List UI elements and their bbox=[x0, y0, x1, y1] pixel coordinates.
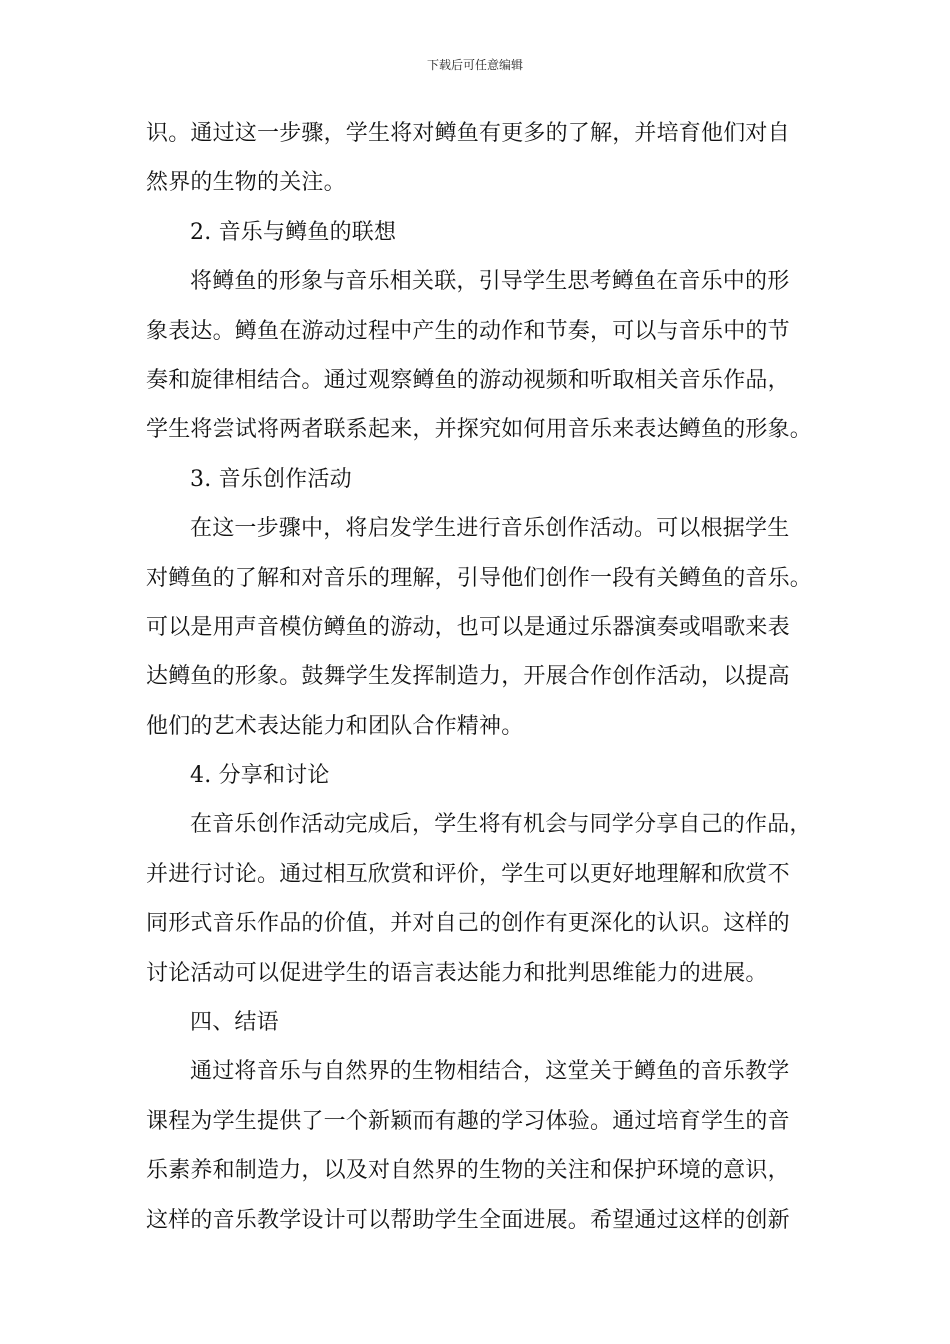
section-heading: 3. 音乐创作活动 bbox=[190, 466, 352, 492]
text-line: 讨论活动可以促进学生的语言表达能力和批判思维能力的进展。 bbox=[146, 960, 768, 986]
text-line: 课程为学生提供了一个新颖而有趣的学习体验。通过培育学生的音 bbox=[146, 1108, 790, 1134]
text-line: 象表达。鳟鱼在游动过程中产生的动作和节奏，可以与音乐中的节 bbox=[146, 318, 790, 344]
text-line: 在这一步骤中，将启发学生进行音乐创作活动。可以根据学生 bbox=[190, 516, 790, 542]
text-line: 对鳟鱼的了解和对音乐的理解，引导他们创作一段有关鳟鱼的音乐。 bbox=[146, 565, 813, 591]
text-line: 并进行讨论。通过相互欣赏和评价，学生可以更好地理解和欣赏不 bbox=[146, 861, 790, 887]
section-heading: 四、结语 bbox=[190, 1010, 279, 1036]
text-line: 识。通过这一步骤，学生将对鳟鱼有更多的了解，并培育他们对自 bbox=[146, 121, 790, 146]
text-line: 同形式音乐作品的价值，并对自己的创作有更深化的认识。这样的 bbox=[146, 911, 790, 937]
text-line: 乐素养和制造力，以及对自然界的生物的关注和保护环境的意识， bbox=[146, 1158, 790, 1184]
text-line: 然界的生物的关注。 bbox=[146, 170, 346, 196]
text-line: 可以是用声音模仿鳟鱼的游动，也可以是通过乐器演奏或唱歌来表 bbox=[146, 614, 790, 640]
text-line: 将鳟鱼的形象与音乐相关联，引导学生思考鳟鱼在音乐中的形 bbox=[190, 269, 790, 295]
text-line: 学生将尝试将两者联系起来，并探究如何用音乐来表达鳟鱼的形象。 bbox=[146, 417, 813, 443]
section-heading: 4. 分享和讨论 bbox=[190, 763, 330, 789]
text-line: 通过将音乐与自然界的生物相结合，这堂关于鳟鱼的音乐教学 bbox=[190, 1059, 790, 1085]
text-line: 他们的艺术表达能力和团队合作精神。 bbox=[146, 713, 524, 739]
text-line: 达鳟鱼的形象。鼓舞学生发挥制造力，开展合作创作活动，以提高 bbox=[146, 664, 790, 690]
page-header: 下载后可任意编辑 bbox=[426, 58, 523, 72]
text-line: 这样的音乐教学设计可以帮助学生全面进展。希望通过这样的创新 bbox=[146, 1207, 790, 1233]
document-body bbox=[146, 109, 813, 1245]
section-heading: 2. 音乐与鳟鱼的联想 bbox=[190, 219, 397, 245]
text-line: 奏和旋律相结合。通过观察鳟鱼的游动视频和听取相关音乐作品， bbox=[146, 367, 790, 393]
text-line: 在音乐创作活动完成后，学生将有机会与同学分享自己的作品， bbox=[190, 812, 812, 838]
